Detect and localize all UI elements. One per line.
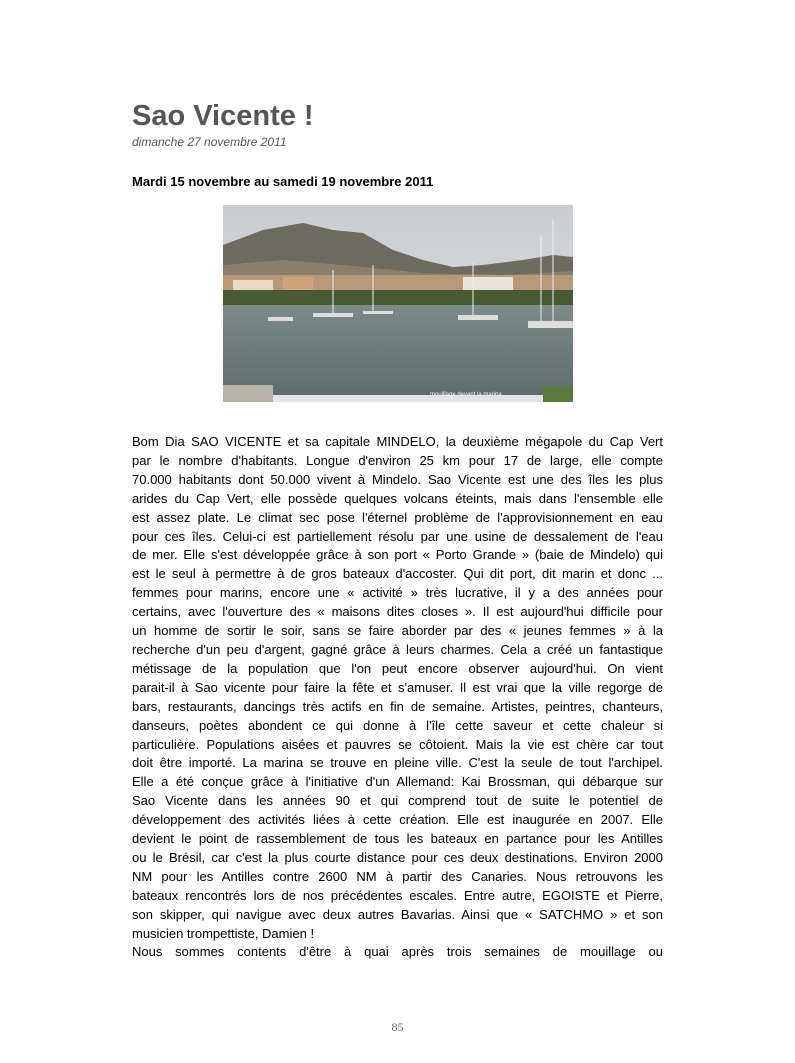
page-number: 85 bbox=[391, 1020, 404, 1034]
post-body bbox=[132, 433, 663, 962]
body-text-line: doit être importé. La marina se trouve en pleine ville. C'est la seule de tout l'archipel. bbox=[132, 755, 663, 771]
body-text-line: musicien trompettiste, Damien ! bbox=[132, 925, 315, 941]
post-title: Sao Vicente ! bbox=[132, 100, 314, 132]
body-text-line: pour ces îles. Celui-ci est partiellement résolu par une usine de dessalement de l'eau bbox=[132, 528, 663, 544]
body-text-line: développement des activités liées à cette création. Elle est inaugurée en 2007. Elle bbox=[132, 812, 663, 828]
body-text-line: femmes pour marins, encore une « activité » très lucrative, il y a des années pour bbox=[132, 585, 663, 601]
body-text-line: bateaux rencontrés lors de nos précédentes escales. Entre autre, EGOISTE et Pierre, bbox=[132, 887, 663, 903]
body-text-line: par le nombre d'habitants. Longue d'environ 25 km pour 17 de large, elle compte bbox=[132, 452, 663, 468]
body-text-line: métissage de la population que l'on peut encore observer aujourd'hui. On vient bbox=[132, 660, 663, 676]
body-text-line: est assez plate. Le climat sec pose l'éternel problème de l'approvisionnement en eau bbox=[132, 509, 663, 525]
body-text-line: Sao Vicente dans les années 90 et qui comprend tout de suite le potentiel de bbox=[132, 793, 663, 809]
body-text-line: est le seul à permettre à de gros bateaux d'accoster. Qui dit port, dit marin et donc ... bbox=[132, 566, 663, 582]
body-text-line: danseurs, poètes abondent ce qui donne à l'île cette saveur et cette chaleur si bbox=[132, 717, 663, 733]
body-text-line: un homme de sortir le soir, sans se faire aborder par des « jeunes femmes » à la bbox=[132, 623, 663, 639]
post-subtitle: Mardi 15 novembre au samedi 19 novembre 2011 bbox=[132, 174, 434, 189]
body-text-line: Bom Dia SAO VICENTE et sa capitale MINDELO, la deuxième mégapole du Cap Vert bbox=[132, 434, 663, 449]
body-text-line: certains, avec l'ouverture des « maisons dites closes ». Il est aujourd'hui difficile pour bbox=[132, 604, 663, 620]
photo-caption: mouillage devant la marina bbox=[430, 392, 502, 398]
post-date: dimanche 27 novembre 2011 bbox=[132, 135, 287, 149]
body-text-line: particulière. Populations aisées et pauvres se côtoient. Mais la vie est chère car tout bbox=[132, 736, 663, 752]
body-text-line: bars, restaurants, dancings très actifs en fin de semaine. Artistes, peintres, chanteurs, bbox=[132, 698, 663, 714]
body-text-line: NM pour les Antilles contre 2600 NM à partir des Canaries. Nous retrouvons les bbox=[132, 868, 663, 884]
harbor-photo bbox=[223, 205, 573, 402]
body-text-line: arides du Cap Vert, elle possède quelques volcans éteints, mais dans l'ensemble elle bbox=[132, 490, 663, 506]
body-text-line: 70.000 habitants dont 50.000 vivent à Mindelo. Sao Vicente est une des îles les plus bbox=[132, 471, 663, 487]
body-text-line: ou le Brésil, car c'est la plus courte distance pour ces deux destinations. Environ 2000 bbox=[132, 849, 663, 865]
body-text-line: devient le point de rassemblement de tous les bateaux en partance pour les Antilles bbox=[132, 831, 663, 847]
body-text-line: Nous sommes contents d'être à quai après trois semaines de mouillage ou bbox=[132, 944, 663, 960]
body-text-line: son skipper, qui navigue avec deux autres Bavarias. Ainsi que « SATCHMO » et son bbox=[132, 906, 663, 922]
body-text-line: Elle a été conçue grâce à l'initiative d'un Allemand: Kai Brossman, qui débarque sur bbox=[132, 774, 663, 790]
body-text-line: recherche d'un peu d'argent, gagné grâce à leurs charmes. Cela a créé un fantastique bbox=[132, 641, 663, 657]
body-text-line: de mer. Elle s'est développée grâce à son port « Porto Grande » (baie de Mindelo) qui bbox=[132, 547, 663, 563]
body-text-line: parait-il à Sao vicente pour faire la fête et s'amuser. Il est vrai que la ville regorge de bbox=[132, 679, 663, 695]
